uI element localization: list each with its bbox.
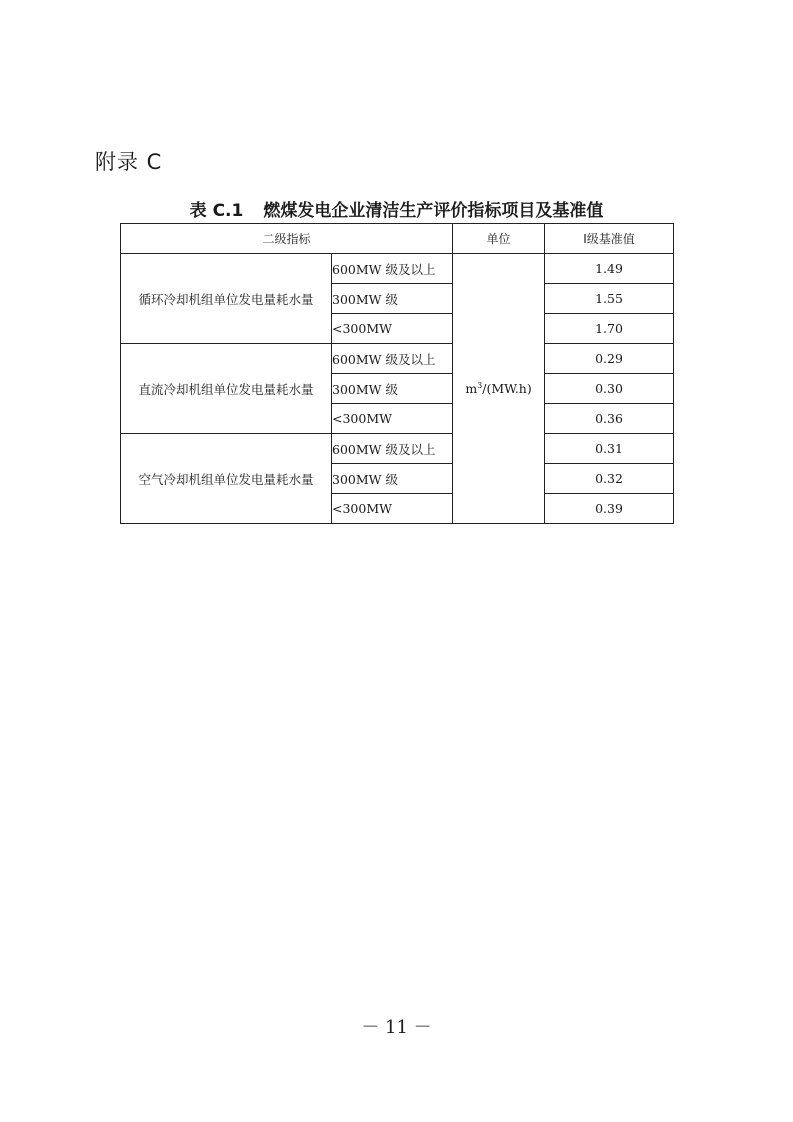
indicator-table	[120, 223, 674, 524]
capacity-cell: <300MW	[332, 314, 453, 344]
baseline-value: 1.70	[545, 314, 674, 344]
header-indicator: 二级指标	[121, 224, 453, 254]
indicator-name: 循环冷却机组单位发电量耗水量	[121, 254, 332, 344]
baseline-value: 0.31	[545, 434, 674, 464]
baseline-value: 0.32	[545, 464, 674, 494]
baseline-value: 0.30	[545, 374, 674, 404]
page-number: － 11 －	[361, 1017, 432, 1038]
baseline-value: 1.55	[545, 284, 674, 314]
capacity-cell: 300MW 级	[332, 464, 453, 494]
capacity-cell: 300MW 级	[332, 284, 453, 314]
table-label: 表 C.1	[189, 201, 244, 221]
baseline-value: 0.29	[545, 344, 674, 374]
baseline-value: 0.36	[545, 404, 674, 434]
header-unit: 单位	[453, 224, 545, 254]
capacity-cell: 300MW 级	[332, 374, 453, 404]
baseline-value: 1.49	[545, 254, 674, 284]
table-row	[121, 254, 674, 284]
unit-rest: /(MW.h)	[482, 381, 532, 397]
header-baseline: Ⅰ级基准值	[545, 224, 674, 254]
indicator-name: 空气冷却机组单位发电量耗水量	[121, 434, 332, 524]
table-row	[121, 344, 674, 374]
appendix-title: 附录 C	[95, 150, 163, 174]
unit-superscript: 3	[477, 380, 483, 390]
indicator-name: 直流冷却机组单位发电量耗水量	[121, 344, 332, 434]
table-title: 燃煤发电企业清洁生产评价指标项目及基准值	[263, 201, 604, 221]
baseline-value: 0.39	[545, 494, 674, 524]
capacity-cell: 600MW 级及以上	[332, 434, 453, 464]
table-row	[121, 434, 674, 464]
table-caption	[120, 196, 673, 221]
unit-cell	[453, 254, 545, 524]
capacity-cell: <300MW	[332, 404, 453, 434]
table-header-row	[121, 224, 674, 254]
unit-base: m	[465, 381, 478, 397]
capacity-cell: <300MW	[332, 494, 453, 524]
capacity-cell: 600MW 级及以上	[332, 254, 453, 284]
capacity-cell: 600MW 级及以上	[332, 344, 453, 374]
